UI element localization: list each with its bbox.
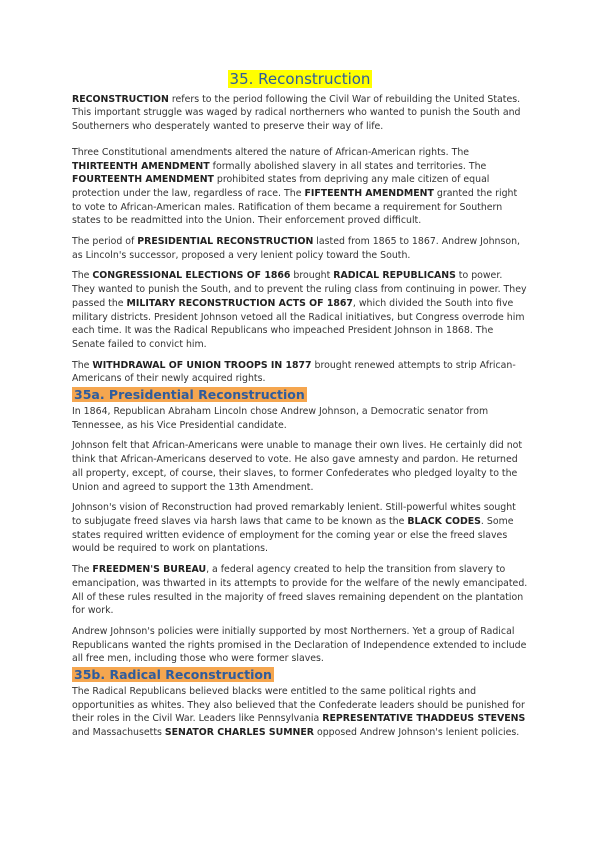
amendments-text-1: Three Constitutional amendments altered the nature of African-American rights. The: [72, 146, 470, 158]
withdrawal-paragraph: [72, 359, 528, 386]
section-a-paragraph-2: Johnson felt that African-Americans were unable to manage their own lives. He certainly did not think that African-Americans deserved to vote. He also gave amnesty and pardon. He returned all property, except, of course, their slaves, to former Confederates who pledged loyalty to the Union and agreed to support the 13th Amendment.: [72, 440, 523, 493]
section-a-paragraph-3: [72, 501, 528, 556]
section-b-p1-text-2: and Massachusetts: [72, 727, 165, 739]
amendments-text-3: prohibited states from depriving any male citizen of equal protection under the law, regardless of race. The: [72, 174, 490, 199]
term-charles-sumner: SENATOR CHARLES SUMNER: [164, 727, 315, 739]
presidential-text-2: lasted from 1865 to 1867. Andrew Johnson, as Lincoln's successor, proposed a very lenient policy toward the South.: [72, 236, 521, 261]
term-congressional-elections: CONGRESSIONAL ELECTIONS OF 1866: [92, 270, 291, 282]
term-thirteenth-amendment: THIRTEENTH AMENDMENT: [72, 160, 210, 172]
section-a-paragraph-5: Andrew Johnson's policies were initially supported by most Northerners. Yet a group of Radical Republicans wanted the rights promised in the Declaration of Independence extended to include all free men, including those who were former slaves.: [72, 625, 527, 665]
congressional-paragraph: [72, 269, 528, 351]
term-freedmens-bureau: FREEDMEN'S BUREAU: [92, 564, 207, 576]
section-a-heading-wrap: [72, 387, 528, 405]
term-radical-republicans: RADICAL REPUBLICANS: [333, 270, 456, 282]
term-thaddeus-stevens: REPRESENTATIVE THADDEUS STEVENS: [322, 713, 526, 725]
intro-text: refers to the period following the Civil War of rebuilding the United States. This important struggle was waged by radical northerners who wanted to punish the South and Southerners who desperately wanted to preserve their way of life.: [72, 93, 521, 133]
term-black-codes: BLACK CODES: [407, 515, 481, 527]
term-presidential-reconstruction: PRESIDENTIAL RECONSTRUCTION: [137, 236, 314, 248]
section-b-paragraph-1: [72, 685, 528, 740]
section-a-p4-text-2: , a federal agency created to help the transition from slavery to emancipation, was thwarted in its attempts to provide for the welfare of the newly emancipated. All of these rules resulted in the majority of freed slaves remaining dependent on the plantation for work.: [72, 564, 528, 617]
congressional-text-4: , which divided the South into five military districts. President Johnson vetoed all the Radical initiatives, but Congress overrode him each time. It was the Radical Republicans who impeached President Johnson in 1868. The Senate failed to convict him.: [72, 297, 525, 350]
document-page: [72, 70, 528, 747]
withdrawal-text-2: brought renewed attempts to strip African-Americans of their newly acquired rights.: [72, 359, 516, 385]
amendments-text-4: granted the right to vote to African-American males. Ratification of them became a requirement for Southern states to be readmitted into the Union. Their enforcement proved difficult.: [72, 187, 518, 227]
congressional-text-1: The: [72, 270, 93, 282]
term-withdrawal-of-union-troops: WITHDRAWAL OF UNION TROOPS IN 1877: [92, 359, 312, 371]
presidential-text-1: The period of: [72, 236, 138, 248]
term-reconstruction: RECONSTRUCTION: [72, 93, 169, 105]
term-fifteenth-amendment: FIFTEENTH AMENDMENT: [304, 187, 434, 199]
section-a-paragraph-1: In 1864, Republican Abraham Lincoln chose Andrew Johnson, a Democratic senator from Tennessee, as his Vice Presidential candidate.: [72, 406, 489, 431]
amendments-text-2: formally abolished slavery in all states and territories. The: [209, 160, 487, 172]
title-wrap: [72, 70, 528, 89]
section-heading-presidential: 35a. Presidential Reconstruction: [74, 387, 305, 403]
section-b-p1-text-1: The Radical Republicans believed blacks were entitled to the same political rights and opportunities as whites. They also believed that the Confederate leaders should be punished for their roles in the Civil War. Leaders like Pennsylvania: [72, 686, 525, 725]
congressional-text-2: brought: [290, 270, 334, 282]
congressional-text-3: to power. They wanted to punish the South, and to prevent the ruling class from continuing in power. They passed the: [72, 270, 527, 309]
amendments-paragraph: [72, 146, 528, 228]
section-a-p3-text-1: Johnson's vision of Reconstruction had proved remarkably lenient. Still-powerful whites sought to subjugate freed slaves via harsh laws that came to be known as the: [72, 502, 516, 527]
section-a-p3-text-2: . Some states required written evidence of employment for the coming year or else the freed slaves would be required to work on plantations.: [72, 515, 514, 555]
section-b-p1-text-3: opposed Andrew Johnson's lenient policies.: [314, 727, 520, 739]
section-a-p4-text-1: The: [72, 564, 93, 576]
section-heading-radical: 35b. Radical Reconstruction: [74, 667, 272, 683]
section-b-heading-wrap: [72, 667, 528, 685]
page-title: 35. Reconstruction: [229, 70, 371, 88]
term-fourteenth-amendment: FOURTEENTH AMENDMENT: [72, 174, 214, 186]
section-a-paragraph-4: [72, 563, 528, 618]
term-military-reconstruction-acts: MILITARY RECONSTRUCTION ACTS OF 1867: [126, 297, 353, 309]
intro-paragraph: [72, 93, 528, 134]
withdrawal-text-1: The: [72, 359, 93, 371]
presidential-period-paragraph: [72, 235, 528, 262]
